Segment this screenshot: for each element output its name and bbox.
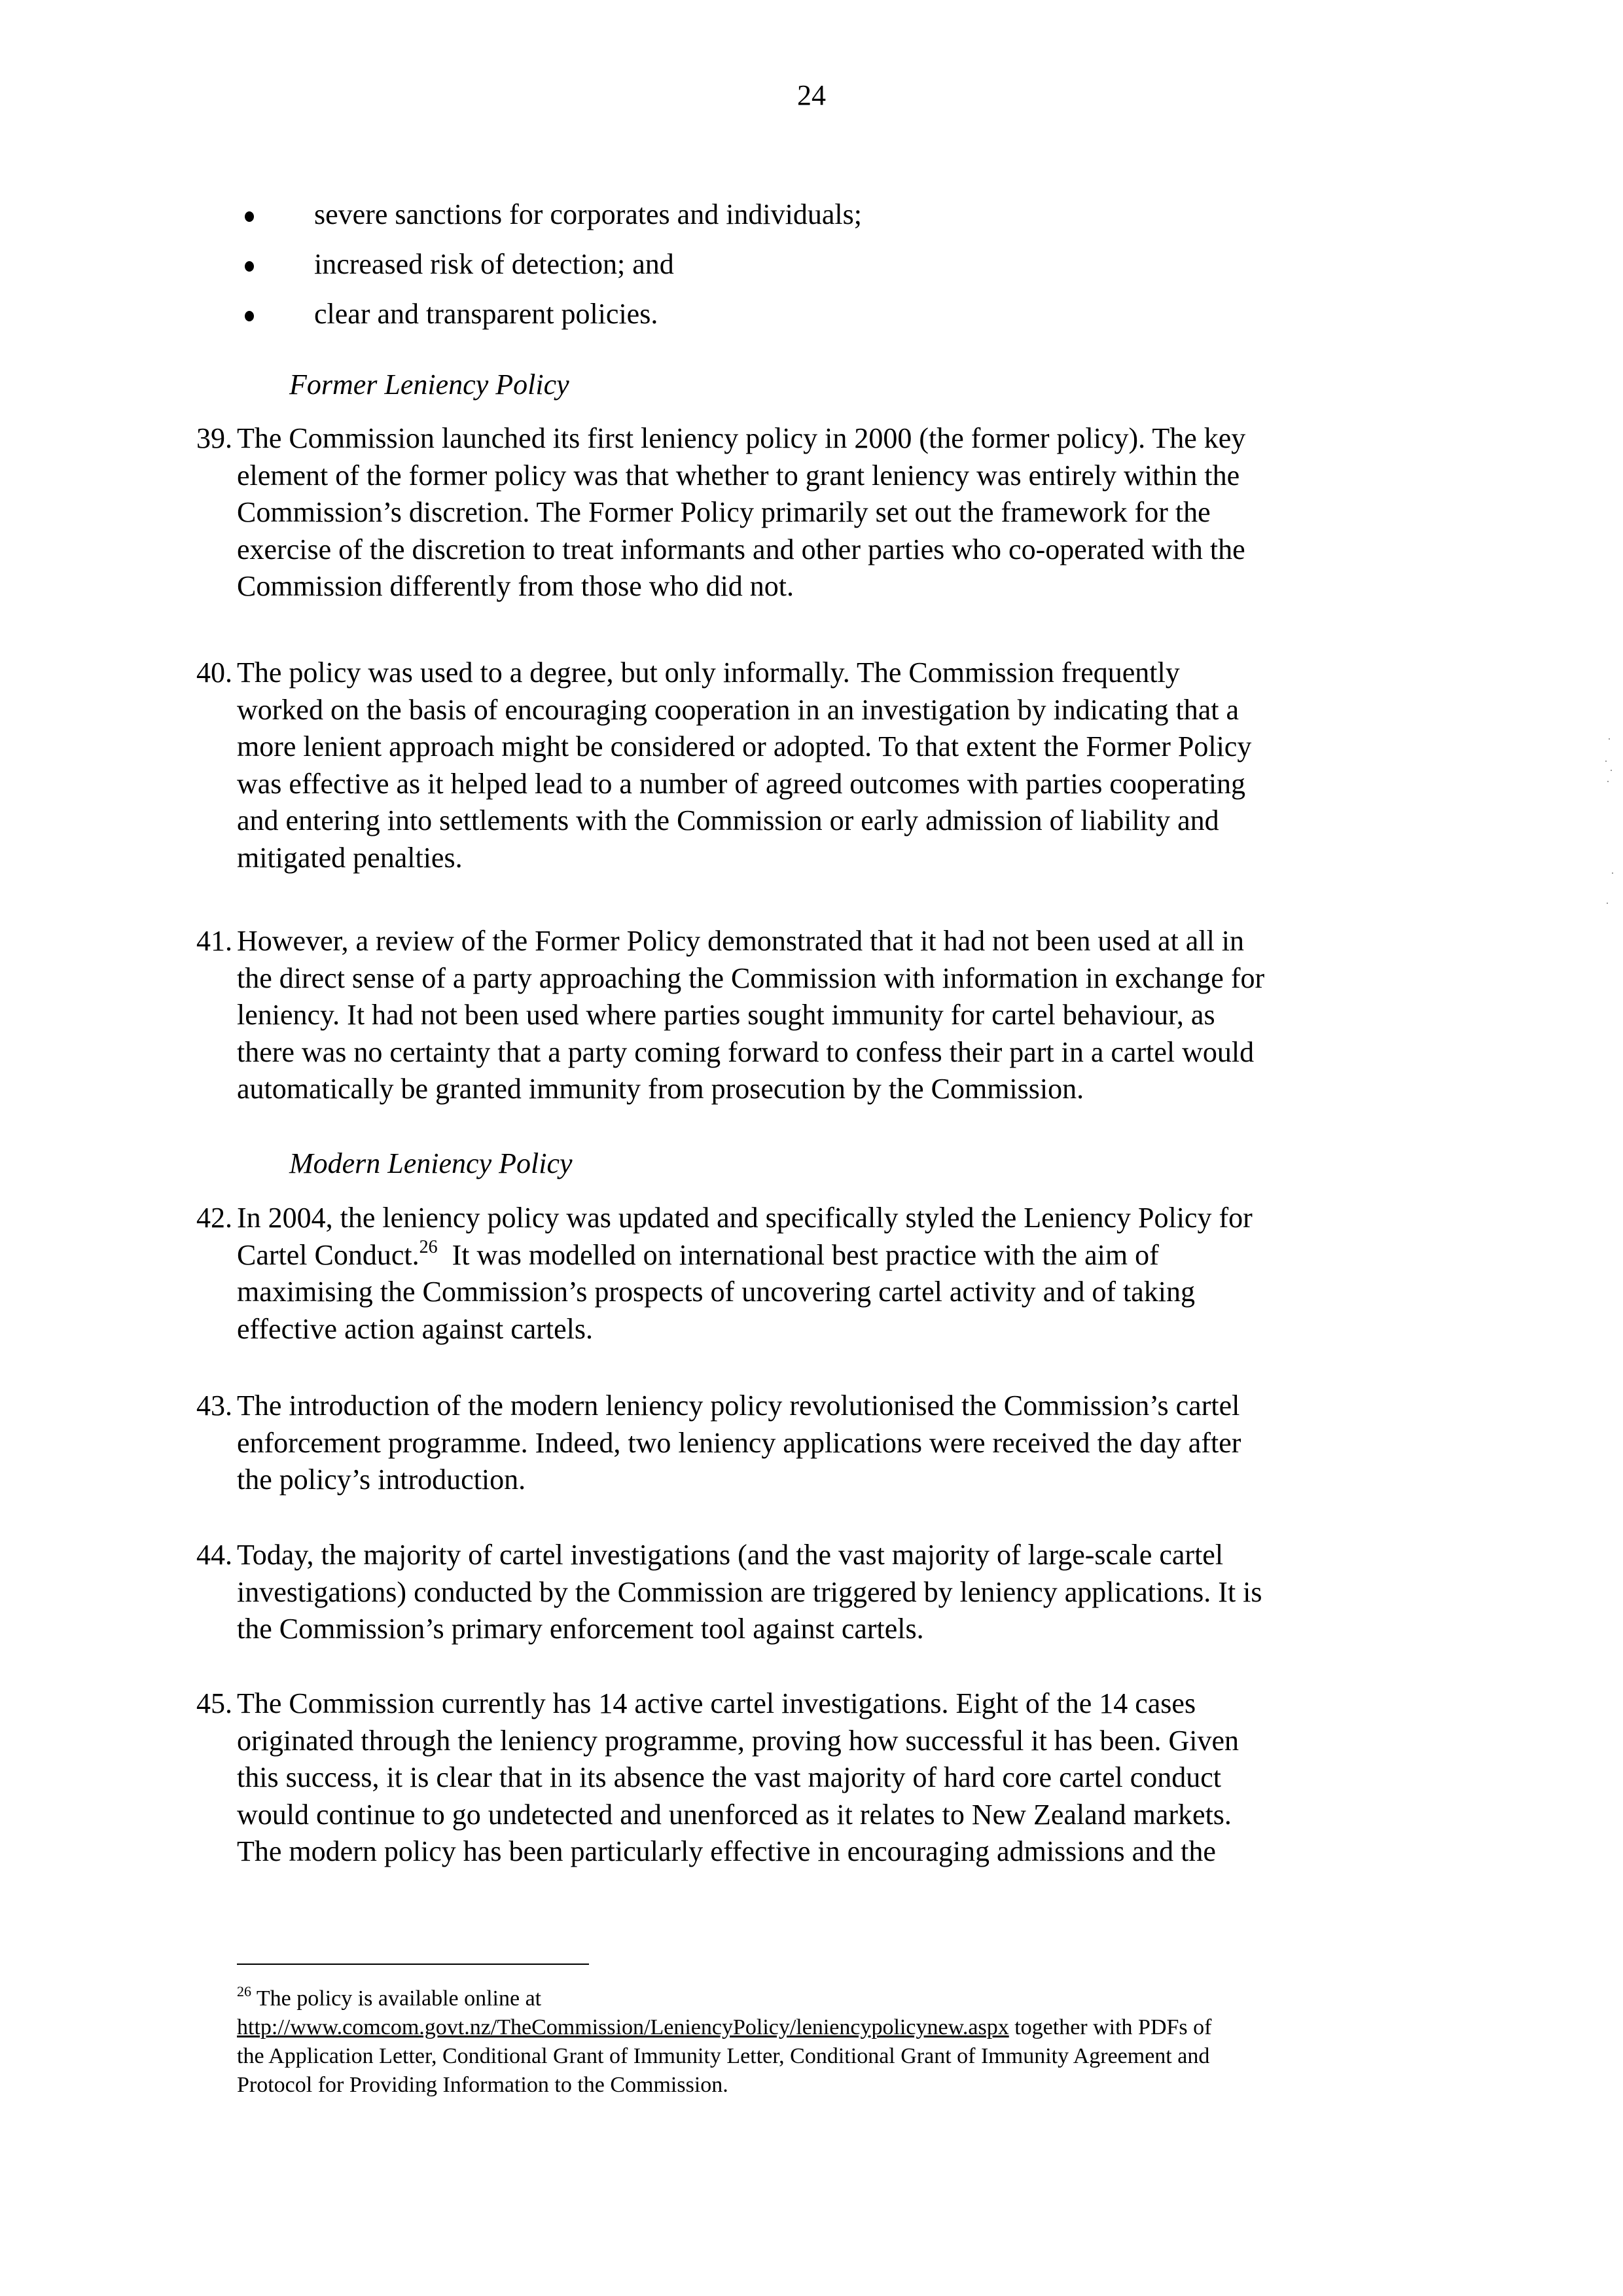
text-line: the direct sense of a party approaching the Commission with information in exchange for bbox=[237, 961, 1265, 994]
section-heading-former: Former Leniency Policy bbox=[289, 368, 569, 401]
text-line: However, a review of the Former Policy demonstrated that it had not been used at all in bbox=[237, 925, 1245, 957]
bullet-item bbox=[237, 296, 1480, 346]
paragraph-body bbox=[237, 1388, 1440, 1499]
text-line: exercise of the discretion to treat informants and other parties who co-operated with the bbox=[237, 533, 1245, 565]
text-line: originated through the leniency programme, proving how successful it has been. Given bbox=[237, 1724, 1240, 1757]
footnote-line: Protocol for Providing Information to the Commission. bbox=[237, 2073, 728, 2097]
policy-url-link[interactable]: http://www.comcom.govt.nz/TheCommission/LeniencyPolicy/leniencypolicynew.aspx bbox=[237, 2015, 1009, 2039]
footnote-line bbox=[237, 1984, 1480, 2013]
paragraph-42 bbox=[196, 1200, 1440, 1348]
scan-artifact bbox=[1607, 781, 1609, 782]
paragraph-body bbox=[237, 1537, 1440, 1648]
text-line: worked on the basis of encouraging cooperation in an investigation by indicating that a bbox=[237, 693, 1240, 726]
text-fragment: It was modelled on international best practice with the aim of bbox=[437, 1238, 1159, 1271]
scan-artifact bbox=[1609, 738, 1610, 740]
footnote-number: 26 bbox=[237, 1983, 251, 2000]
text-line: this success, it is clear that in its absence the vast majority of hard core cartel conduct bbox=[237, 1761, 1222, 1793]
footnote-line bbox=[237, 2013, 1480, 2042]
bullet-item bbox=[237, 246, 1480, 296]
text-line: effective action against cartels. bbox=[237, 1312, 594, 1345]
bullet-icon bbox=[245, 261, 254, 272]
text-line: there was no certainty that a party coming forward to confess their part in a cartel would bbox=[237, 1035, 1255, 1068]
text-line: mitigated penalties. bbox=[237, 841, 463, 874]
text-line: Commission differently from those who did not. bbox=[237, 570, 794, 602]
text-line: was effective as it helped lead to a number of agreed outcomes with parties cooperating bbox=[237, 767, 1246, 800]
paragraph-number: 41. bbox=[196, 925, 232, 957]
text-line: The Commission launched its first leniency policy in 2000 (the former policy). The key bbox=[237, 422, 1246, 454]
text-line: investigations) conducted by the Commission are triggered by leniency applications. It is bbox=[237, 1575, 1262, 1608]
text-fragment: Cartel Conduct. bbox=[237, 1238, 419, 1271]
text-line: the policy’s introduction. bbox=[237, 1463, 526, 1496]
paragraph-body bbox=[237, 420, 1440, 605]
paragraph-body bbox=[237, 923, 1440, 1108]
paragraph-body bbox=[237, 655, 1440, 876]
paragraph-number: 40. bbox=[196, 656, 232, 689]
text-line: would continue to go undetected and unenforced as it relates to New Zealand markets. bbox=[237, 1798, 1232, 1831]
page-number: 24 bbox=[797, 79, 826, 111]
bullet-list bbox=[237, 196, 1480, 346]
text-line: enforcement programme. Indeed, two leniency applications were received the day after bbox=[237, 1426, 1241, 1459]
section-heading-modern: Modern Leniency Policy bbox=[289, 1147, 573, 1179]
paragraph-39 bbox=[196, 420, 1440, 605]
bullet-item bbox=[237, 196, 1480, 246]
scan-artifact bbox=[1607, 903, 1608, 904]
paragraph-45 bbox=[196, 1685, 1440, 1871]
text-line: maximising the Commission’s prospects of uncovering cartel activity and of taking bbox=[237, 1276, 1195, 1308]
bullet-icon bbox=[245, 211, 254, 222]
paragraph-number: 43. bbox=[196, 1390, 232, 1422]
footnote-reference[interactable]: 26 bbox=[419, 1236, 438, 1257]
paragraph-43 bbox=[196, 1388, 1440, 1499]
text-line: automatically be granted immunity from prosecution by the Commission. bbox=[237, 1073, 1084, 1105]
scan-artifact bbox=[1611, 770, 1612, 771]
text-fragment: together with PDFs of bbox=[1008, 2015, 1212, 2039]
scan-artifact bbox=[1605, 761, 1607, 762]
footnote-line: the Application Letter, Conditional Grant of Immunity Letter, Conditional Grant of Immunity Agreement and bbox=[237, 2044, 1210, 2068]
text-line: Commission’s discretion. The Former Policy primarily set out the framework for the bbox=[237, 496, 1211, 528]
paragraph-40 bbox=[196, 655, 1440, 876]
paragraph-body bbox=[237, 1685, 1440, 1871]
text-line: the Commission’s primary enforcement tool against cartels. bbox=[237, 1613, 924, 1645]
text-line: Today, the majority of cartel investigations (and the vast majority of large-scale cartel bbox=[237, 1539, 1224, 1571]
text-line: The policy was used to a degree, but only informally. The Commission frequently bbox=[237, 656, 1180, 689]
text-fragment: The policy is available online at bbox=[251, 1986, 542, 2011]
paragraph-number: 42. bbox=[196, 1202, 232, 1234]
footnote-separator bbox=[237, 1964, 589, 1965]
bullet-icon bbox=[245, 311, 254, 321]
text-line: The modern policy has been particularly effective in encouraging admissions and the bbox=[237, 1835, 1216, 1867]
paragraph-body bbox=[237, 1200, 1440, 1348]
paragraph-number: 44. bbox=[196, 1539, 232, 1571]
bullet-text: clear and transparent policies. bbox=[314, 298, 658, 330]
text-line: leniency. It had not been used where parties sought immunity for cartel behaviour, as bbox=[237, 999, 1215, 1031]
text-line: The Commission currently has 14 active cartel investigations. Eight of the 14 cases bbox=[237, 1687, 1196, 1719]
paragraph-number: 39. bbox=[196, 422, 232, 454]
footnote-26 bbox=[237, 1984, 1480, 2100]
scan-artifact bbox=[1612, 872, 1613, 874]
paragraph-41 bbox=[196, 923, 1440, 1108]
bullet-text: severe sanctions for corporates and individuals; bbox=[314, 198, 862, 230]
paragraph-44 bbox=[196, 1537, 1440, 1648]
text-line: In 2004, the leniency policy was updated and specifically styled the Leniency Policy for bbox=[237, 1202, 1253, 1234]
text-line: and entering into settlements with the Commission or early admission of liability and bbox=[237, 804, 1219, 836]
text-line: The introduction of the modern leniency policy revolutionised the Commission’s cartel bbox=[237, 1390, 1240, 1422]
text-line: more lenient approach might be considered or adopted. To that extent the Former Policy bbox=[237, 730, 1252, 762]
paragraph-number: 45. bbox=[196, 1687, 232, 1719]
text-line bbox=[237, 1237, 1440, 1274]
bullet-text: increased risk of detection; and bbox=[314, 248, 674, 280]
text-line: element of the former policy was that whether to grant leniency was entirely within the bbox=[237, 459, 1240, 492]
